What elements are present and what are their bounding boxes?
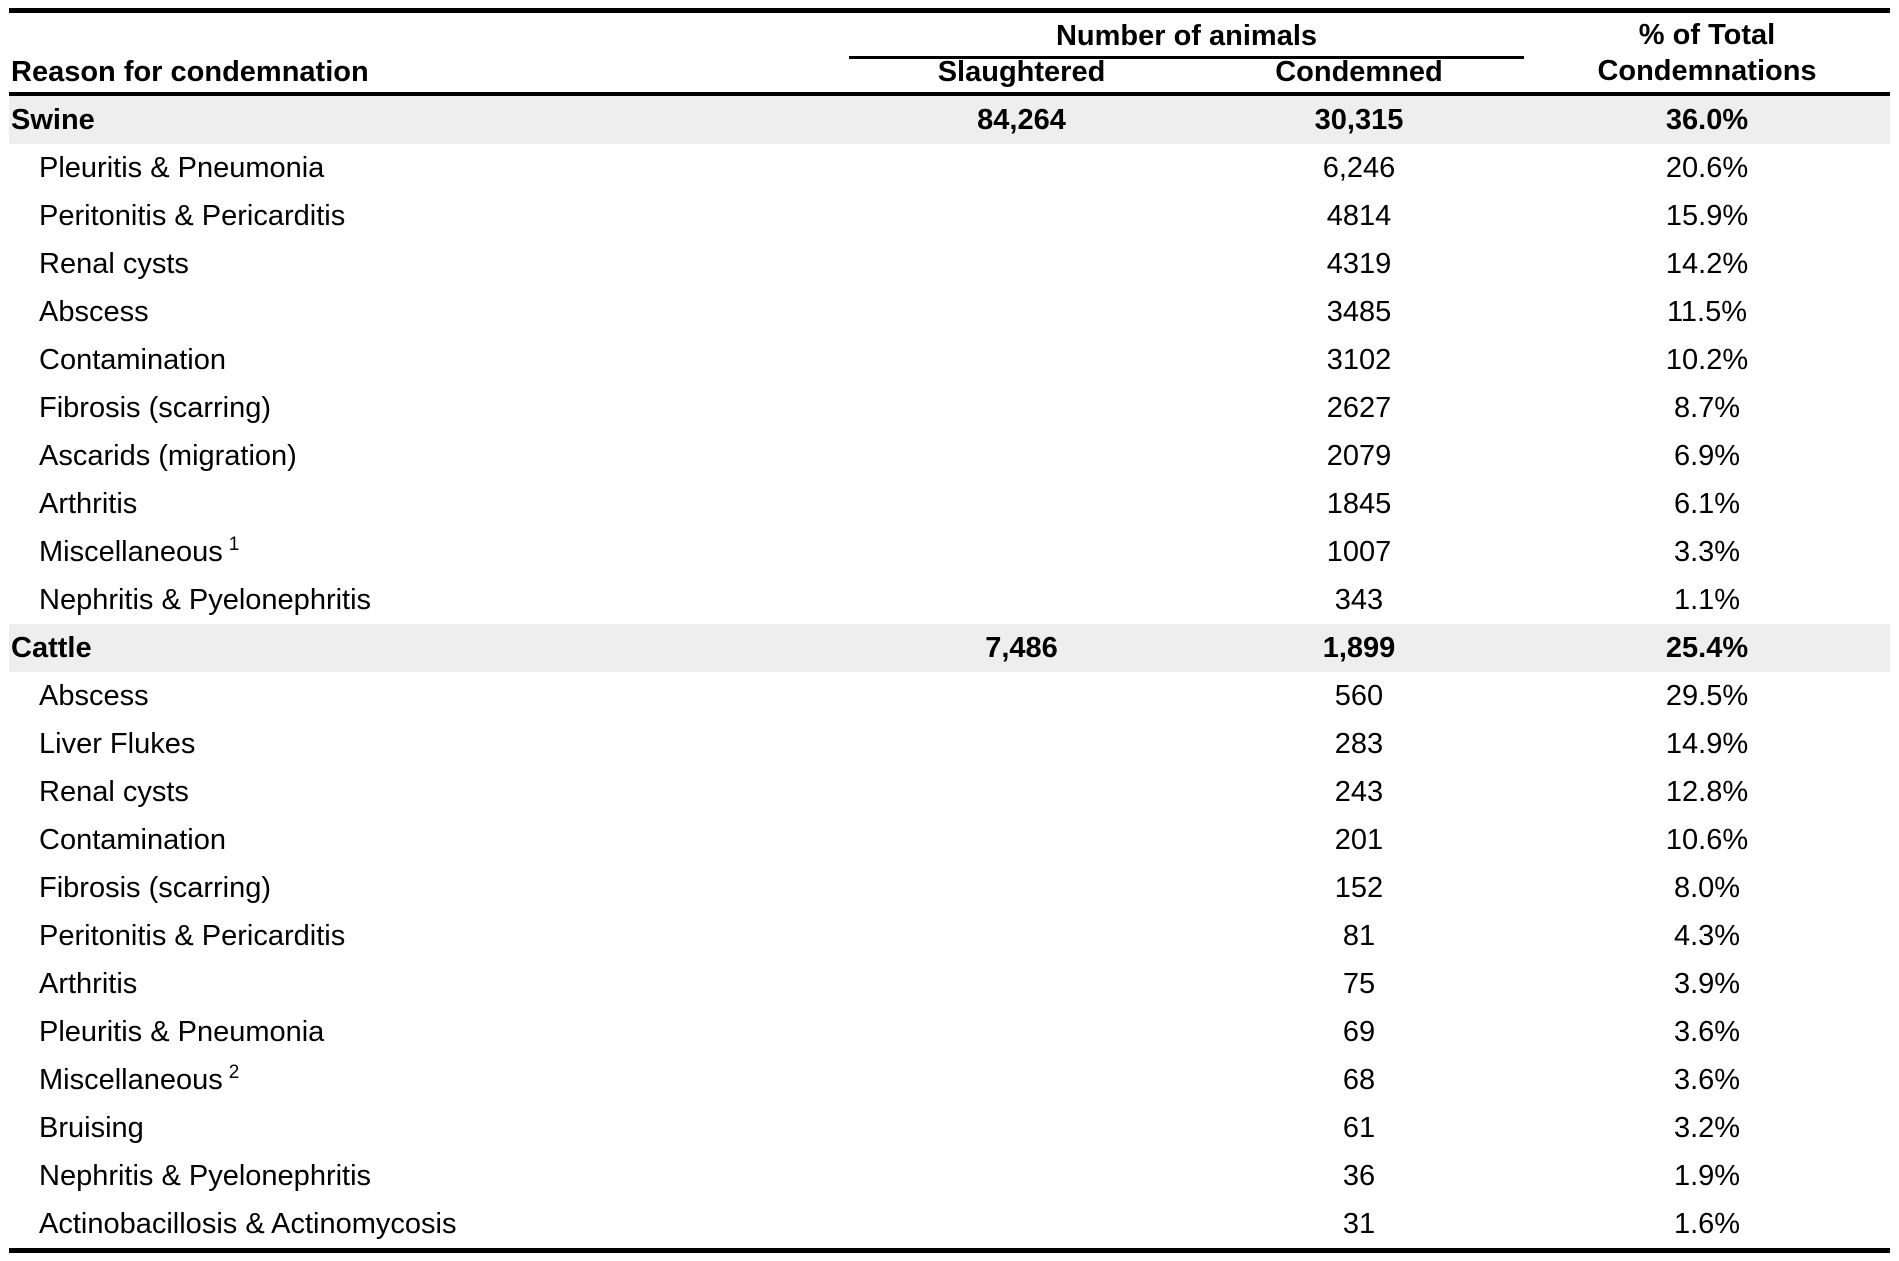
reason-label: Renal cysts [39, 247, 189, 280]
pct-value: 6.1% [1673, 487, 1741, 520]
reason-row [9, 432, 1890, 480]
reason-row [9, 384, 1890, 432]
reason-row [9, 336, 1890, 384]
reason-row [9, 720, 1890, 768]
pct-value: 8.7% [1673, 391, 1741, 424]
footnote-marker: 2 [228, 1061, 240, 1083]
reason-row [9, 960, 1890, 1008]
pct-value: 8.0% [1673, 871, 1741, 904]
pct-value: 29.5% [1665, 679, 1749, 712]
reason-row [9, 240, 1890, 288]
pct-value: 1.1% [1673, 583, 1741, 616]
pct-value: 20.6% [1665, 151, 1749, 184]
condemned-value: 4319 [1326, 247, 1392, 280]
condemned-value: 1845 [1326, 487, 1392, 520]
reason-row [9, 288, 1890, 336]
reason-label: Abscess [39, 295, 149, 328]
reason-row [9, 912, 1890, 960]
condemned-value: 68 [1342, 1063, 1376, 1096]
condemned-value: 81 [1342, 919, 1376, 952]
condemned-value: 61 [1342, 1111, 1376, 1144]
slaughtered-total-value: 84,264 [977, 103, 1066, 136]
pct-value: 12.8% [1665, 775, 1749, 808]
header-slaughtered: Slaughtered [937, 56, 1106, 88]
reason-label: Renal cysts [39, 775, 189, 808]
header-pct-line1: % of Total [1638, 19, 1776, 51]
reason-row [9, 864, 1890, 912]
pct-total-value: 36.0% [1665, 103, 1749, 136]
reason-row [9, 1104, 1890, 1152]
condemned-value: 36 [1342, 1159, 1376, 1192]
reason-row [9, 1008, 1890, 1056]
footnote-marker: 1 [228, 533, 240, 555]
condemned-value: 6,246 [1322, 151, 1396, 184]
condemned-value: 31 [1342, 1207, 1376, 1240]
reason-row [9, 672, 1890, 720]
reason-label: Nephritis & Pyelonephritis [39, 583, 372, 616]
condemnation-table [9, 8, 1890, 1253]
species-name: Swine [11, 103, 95, 136]
condemned-value: 152 [1334, 871, 1384, 904]
reason-label: Bruising [39, 1111, 144, 1144]
reason-label: Peritonitis & Pericarditis [39, 199, 346, 232]
reason-label: Abscess [39, 679, 149, 712]
reason-row [9, 480, 1890, 528]
header-reason-for-condemnation: Reason for condemnation [11, 56, 369, 88]
pct-value: 10.6% [1665, 823, 1749, 856]
reason-label: Peritonitis & Pericarditis [39, 919, 346, 952]
condemned-value: 243 [1334, 775, 1384, 808]
pct-value: 3.9% [1673, 967, 1741, 1000]
pct-value: 6.9% [1673, 439, 1741, 472]
reason-label: Contamination [39, 343, 226, 376]
condemned-value: 2627 [1326, 391, 1392, 424]
reason-label: Pleuritis & Pneumonia [39, 151, 325, 184]
header-pct-line2: Condemnations [1597, 55, 1817, 87]
condemned-value: 69 [1342, 1015, 1376, 1048]
pct-total-value: 25.4% [1665, 631, 1749, 664]
condemned-value: 343 [1334, 583, 1384, 616]
reason-label: Fibrosis (scarring) [39, 871, 272, 904]
reason-row [9, 1056, 1890, 1104]
reason-row [9, 1152, 1890, 1200]
reason-label: Miscellaneous $^1$ [39, 533, 240, 568]
species-name: Cattle [11, 631, 92, 664]
reason-label: Arthritis [39, 967, 138, 1000]
table-header [9, 13, 1890, 96]
pct-value: 14.2% [1665, 247, 1749, 280]
reason-label: Actinobacillosis & Actinomycosis [39, 1207, 457, 1240]
condemned-value: 560 [1334, 679, 1384, 712]
reason-row [9, 816, 1890, 864]
condemned-value: 1007 [1326, 535, 1392, 568]
reason-label: Pleuritis & Pneumonia [39, 1015, 325, 1048]
header-number-of-animals: Number of animals [849, 17, 1524, 59]
condemned-value: 75 [1342, 967, 1376, 1000]
condemned-value: 3102 [1326, 343, 1392, 376]
species-total-row [9, 624, 1890, 672]
reason-label: Miscellaneous $^2$ [39, 1061, 240, 1096]
reason-row [9, 192, 1890, 240]
reason-row [9, 576, 1890, 624]
reason-row [9, 144, 1890, 192]
condemned-value: 2079 [1326, 439, 1392, 472]
pct-value: 3.6% [1673, 1015, 1741, 1048]
pct-value: 14.9% [1665, 727, 1749, 760]
condemned-value: 4814 [1326, 199, 1392, 232]
condemned-value: 201 [1334, 823, 1384, 856]
condemned-total-value: 1,899 [1322, 631, 1396, 664]
pct-value: 3.3% [1673, 535, 1741, 568]
pct-value: 10.2% [1665, 343, 1749, 376]
pct-value: 1.6% [1673, 1207, 1741, 1240]
pct-value: 15.9% [1665, 199, 1749, 232]
header-pct-of-total-condemnations [1524, 13, 1890, 92]
pct-value: 1.9% [1673, 1159, 1741, 1192]
reason-label: Arthritis [39, 487, 138, 520]
species-total-row [9, 96, 1890, 144]
slaughtered-total-value: 7,486 [985, 631, 1058, 664]
reason-label: Fibrosis (scarring) [39, 391, 272, 424]
reason-row [9, 768, 1890, 816]
reason-label: Ascarids (migration) [39, 439, 297, 472]
pct-value: 3.6% [1673, 1063, 1741, 1096]
pct-value: 3.2% [1673, 1111, 1741, 1144]
pct-value: 11.5% [1666, 295, 1748, 328]
header-condemned: Condemned [1275, 56, 1443, 88]
condemned-total-value: 30,315 [1314, 103, 1404, 136]
reason-label: Nephritis & Pyelonephritis [39, 1159, 372, 1192]
reason-row [9, 528, 1890, 576]
table-body [9, 96, 1890, 1248]
condemned-value: 3485 [1326, 295, 1392, 328]
reason-label: Contamination [39, 823, 226, 856]
reason-row [9, 1200, 1890, 1248]
condemned-value: 283 [1334, 727, 1384, 760]
reason-label: Liver Flukes [39, 727, 196, 760]
pct-value: 4.3% [1673, 919, 1741, 952]
